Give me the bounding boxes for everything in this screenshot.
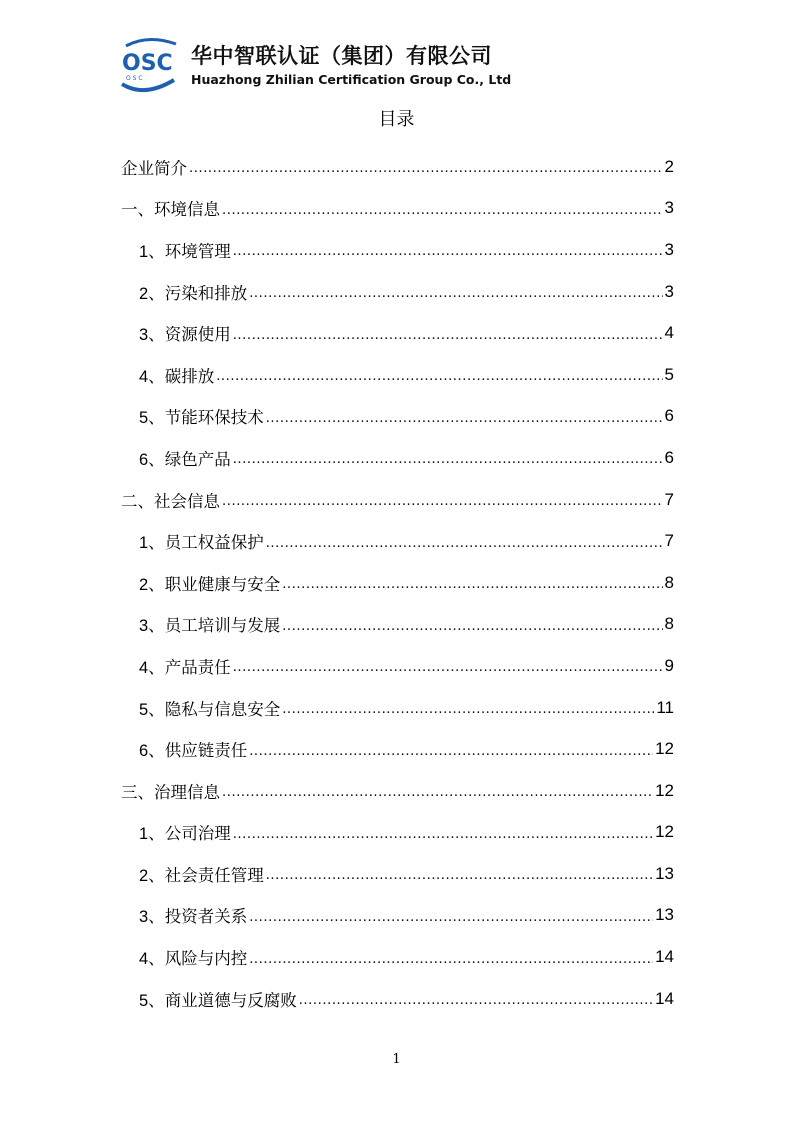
toc-leader-dots — [299, 993, 653, 1008]
toc-leader-dots — [189, 161, 663, 176]
toc-entry-text: 公司治理 — [164, 824, 231, 844]
toc-entry-label — [139, 404, 264, 428]
toc-entry-page: 8 — [664, 572, 674, 592]
toc-entry-label — [139, 238, 231, 262]
toc-entry-text: 员工权益保护 — [164, 533, 264, 553]
toc-entry-label — [139, 820, 231, 844]
toc-entry-page: 9 — [664, 655, 674, 675]
toc-entry[interactable] — [121, 479, 674, 521]
toc-entry-label — [121, 155, 187, 179]
toc-entry-number: 二、 — [121, 491, 154, 511]
toc-entry-number: 3、 — [139, 326, 165, 345]
toc-leader-dots — [222, 494, 663, 509]
toc-entry-label — [139, 612, 280, 636]
toc-entry[interactable] — [121, 562, 674, 604]
toc-entry[interactable] — [121, 687, 674, 729]
toc-leader-dots — [216, 369, 662, 384]
toc-entry-text: 员工培训与发展 — [164, 616, 281, 636]
toc-entry-number: 2、 — [139, 866, 165, 885]
toc-entry[interactable] — [121, 645, 674, 687]
toc-entry-text: 环境信息 — [154, 200, 220, 220]
toc-entry-text: 投资者关系 — [164, 907, 248, 927]
toc-leader-dots — [266, 411, 663, 426]
toc-entry-page: 7 — [664, 489, 674, 509]
toc-entry-label — [139, 571, 280, 595]
toc-entry-page: 3 — [664, 239, 674, 259]
toc-entry-page: 4 — [664, 323, 674, 343]
company-name-en: Huazhong Zhilian Certification Group Co., Ltd — [191, 72, 512, 87]
toc-entry-label — [139, 696, 280, 720]
toc-leader-dots — [249, 744, 653, 759]
toc-entry-page: 12 — [655, 822, 674, 842]
toc-leader-dots — [266, 868, 653, 883]
toc-entry-text: 企业简介 — [121, 158, 187, 178]
toc-entry-text: 产品责任 — [164, 657, 231, 677]
toc-entry[interactable] — [121, 936, 674, 978]
toc-entry-number: 5、 — [139, 991, 165, 1010]
toc-entry-page: 2 — [664, 156, 674, 176]
page-number: 1 — [392, 1052, 401, 1067]
toc-entry-page: 11 — [656, 697, 674, 717]
toc-entry-page: 7 — [664, 531, 674, 551]
company-logo — [118, 36, 182, 96]
toc-entry-label — [139, 321, 231, 345]
toc-entry[interactable] — [121, 812, 674, 854]
toc-entry-number: 6、 — [139, 450, 165, 469]
toc-leader-dots — [233, 328, 663, 343]
toc-entry-text: 风险与内控 — [164, 949, 248, 969]
toc-entry-number: 3、 — [139, 617, 165, 636]
toc-leader-dots — [282, 702, 654, 717]
toc-entry[interactable] — [121, 520, 674, 562]
toc-entry-number: 6、 — [139, 742, 165, 761]
toc-entry-text: 治理信息 — [154, 782, 220, 802]
toc-entry[interactable] — [121, 853, 674, 895]
toc-entry-label — [139, 862, 264, 886]
toc-entry-number: 5、 — [139, 700, 165, 719]
toc-entry-page: 13 — [655, 863, 674, 883]
toc-entry-text: 绿色产品 — [164, 449, 231, 469]
toc-entry-number: 1、 — [139, 242, 165, 261]
toc-entry[interactable] — [121, 396, 674, 438]
svg-text:O S C: O S C — [126, 75, 143, 82]
toc-entry-label — [139, 903, 247, 927]
toc-entry-label — [121, 779, 220, 803]
toc-entry-text: 环境管理 — [164, 241, 231, 261]
toc-entry[interactable] — [121, 978, 674, 1020]
toc-entry-page: 6 — [664, 447, 674, 467]
toc-leader-dots — [249, 910, 653, 925]
toc-leader-dots — [222, 785, 653, 800]
toc-entry-number: 2、 — [139, 575, 165, 594]
toc-entry-number: 4、 — [139, 658, 165, 677]
toc-entry[interactable] — [121, 895, 674, 937]
toc-title: 目录 — [378, 109, 415, 130]
toc-entry-label — [139, 363, 214, 387]
toc-entry[interactable] — [121, 770, 674, 812]
toc-entry-number: 一、 — [121, 200, 154, 220]
document-header — [118, 34, 678, 96]
toc-entry-text: 供应链责任 — [164, 741, 248, 761]
toc-entry-page: 8 — [664, 614, 674, 634]
toc-entry-page: 5 — [664, 364, 674, 384]
toc-leader-dots — [233, 452, 663, 467]
toc-entry-text: 社会责任管理 — [164, 865, 264, 885]
toc-leader-dots — [233, 660, 663, 675]
toc-leader-dots — [282, 577, 662, 592]
toc-entry-number: 1、 — [139, 534, 165, 553]
toc-entry-text: 污染和排放 — [164, 283, 248, 303]
toc-entry-page: 12 — [655, 780, 674, 800]
toc-leader-dots — [249, 286, 662, 301]
toc-entry-page: 14 — [655, 947, 674, 967]
toc-leader-dots — [222, 203, 663, 218]
toc-entry-text: 资源使用 — [164, 325, 231, 345]
toc-entry[interactable] — [121, 354, 674, 396]
toc-entry-number: 1、 — [139, 825, 165, 844]
table-of-contents — [121, 146, 674, 1019]
toc-entry-label — [139, 737, 247, 761]
toc-entry-page: 13 — [655, 905, 674, 925]
toc-entry-number: 5、 — [139, 409, 165, 428]
toc-entry-number: 三、 — [121, 782, 154, 802]
toc-entry[interactable] — [121, 312, 674, 354]
toc-entry[interactable] — [121, 604, 674, 646]
toc-entry[interactable] — [121, 437, 674, 479]
company-name-cn: 华中智联认证（集团）有限公司 — [191, 44, 492, 68]
toc-entry-label — [139, 654, 231, 678]
toc-leader-dots — [249, 952, 653, 967]
toc-entry-page: 12 — [655, 739, 674, 759]
toc-entry-label — [121, 196, 220, 220]
toc-leader-dots — [233, 244, 663, 259]
toc-entry-page: 14 — [655, 988, 674, 1008]
toc-entry-number: 4、 — [139, 367, 165, 386]
toc-entry-text: 隐私与信息安全 — [164, 699, 281, 719]
toc-leader-dots — [282, 619, 662, 634]
toc-entry-label — [121, 488, 220, 512]
toc-entry-label — [139, 280, 247, 304]
toc-entry-label — [139, 446, 231, 470]
toc-entry-label — [139, 987, 297, 1011]
toc-entry-page: 6 — [664, 406, 674, 426]
toc-entry-text: 社会信息 — [154, 491, 220, 511]
toc-entry-text: 碳排放 — [164, 366, 215, 386]
toc-entry[interactable] — [121, 728, 674, 770]
toc-entry-number: 3、 — [139, 908, 165, 927]
toc-entry-number: 2、 — [139, 284, 165, 303]
toc-entry-label — [139, 945, 247, 969]
logo-text: OSC — [122, 51, 173, 76]
toc-leader-dots — [266, 536, 663, 551]
toc-entry-text: 节能环保技术 — [164, 408, 264, 428]
toc-entry-page: 3 — [664, 281, 674, 301]
toc-entry-page: 3 — [664, 198, 674, 218]
toc-entry-text: 商业道德与反腐败 — [164, 990, 297, 1010]
toc-entry-label — [139, 529, 264, 553]
toc-entry[interactable] — [121, 271, 674, 313]
toc-entry[interactable] — [121, 229, 674, 271]
toc-entry-number: 4、 — [139, 950, 165, 969]
toc-entry-text: 职业健康与安全 — [164, 574, 281, 594]
toc-leader-dots — [233, 827, 653, 842]
toc-entry[interactable] — [121, 146, 674, 188]
toc-entry[interactable] — [121, 188, 674, 230]
